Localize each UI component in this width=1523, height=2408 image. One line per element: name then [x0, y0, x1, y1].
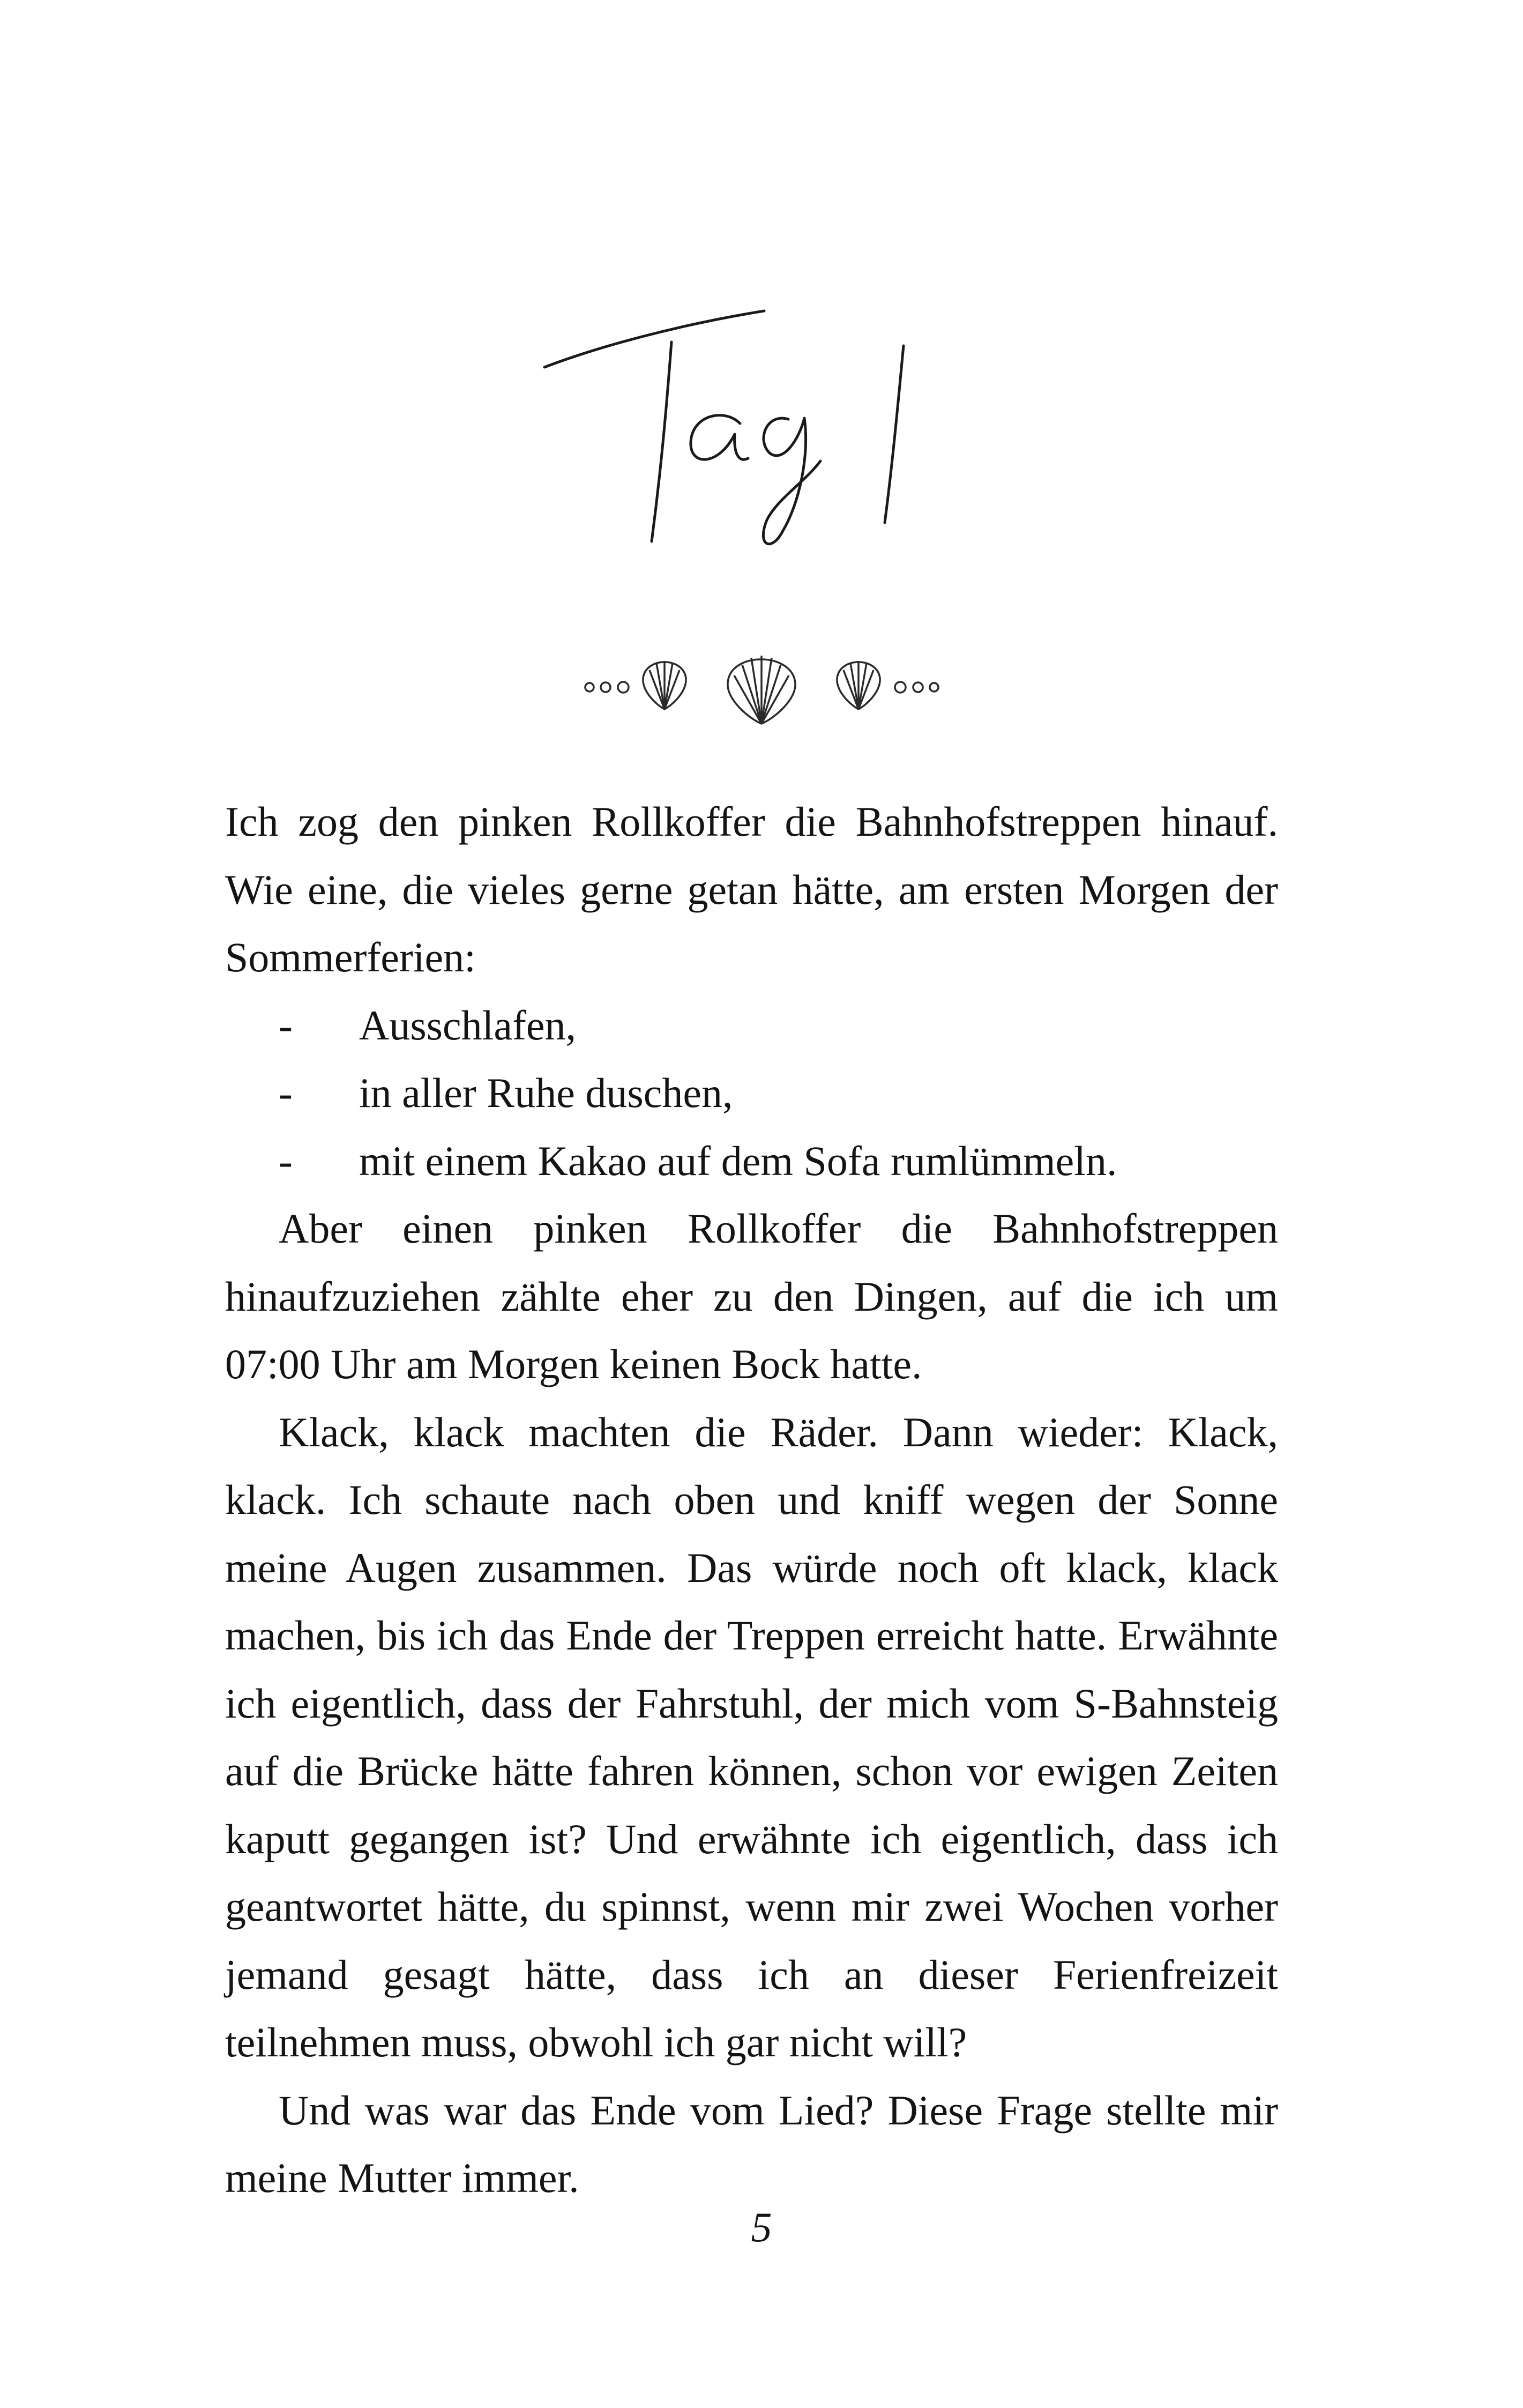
- list-dash: -: [279, 1001, 293, 1049]
- seashell-ornament: [536, 646, 987, 726]
- seashell-divider-icon: [536, 646, 987, 726]
- paragraph-3: Klack, klack machten die Räder. Dann wieder: Klack, klack. Ich schaute nach oben und kniff wegen der Sonne meine Augen zusammen. Das würde noch oft klack, klack machen, bis ich das Ende der Treppen erreicht hatte. Erwähnte ich eigentlich, dass der Fahrstuhl, der mich vom S-Bahnsteig auf die Brücke hätte fahren können, schon vor ewigen Zeiten kaputt gegangen ist? Und erwähnte ich eigentlich, dass ich geantwortet hätte, du spinnst, wenn mir zwei Wochen vorher jemand gesagt hätte, dass ich an dieser Ferienfreizeit teilnehmen muss, obwohl ich gar nicht will?: [225, 1408, 1278, 2065]
- chapter-title: [0, 279, 1523, 579]
- list-item: [225, 1059, 1278, 1127]
- paragraph-1: Ich zog den pinken Rollkoffer die Bahnhofstreppen hinauf. Wie eine, die vieles gerne getan hätte, am ersten Morgen der Sommerferien:: [225, 798, 1278, 980]
- large-shell-icon-center: [728, 656, 795, 724]
- small-shell-icon-right: [837, 661, 880, 709]
- bullet-list: [225, 992, 1278, 1195]
- list-dash: -: [279, 1069, 293, 1116]
- list-item-text: Ausschlafen,: [359, 1001, 577, 1049]
- list-item: [225, 1127, 1278, 1195]
- list-item-text: in aller Ruhe duschen,: [359, 1069, 733, 1116]
- list-item: [225, 992, 1278, 1060]
- page-number: 5: [751, 2204, 772, 2250]
- chapter-title-handwriting: [520, 279, 1003, 579]
- paragraph-2: Aber einen pinken Rollkoffer die Bahnhofstreppen hinaufzuziehen zählte eher zu den Dingen, auf die ich um 07:00 Uhr am Morgen keinen Bock hatte.: [225, 1205, 1278, 1387]
- list-dash: -: [279, 1137, 293, 1184]
- small-shell-icon-left: [643, 661, 686, 709]
- paragraph-4: Und was war das Ende vom Lied? Diese Frage stellte mir meine Mutter immer.: [225, 2086, 1278, 2201]
- list-item-text: mit einem Kakao auf dem Sofa rumlümmeln.: [359, 1137, 1117, 1184]
- body-text: [225, 788, 1278, 2212]
